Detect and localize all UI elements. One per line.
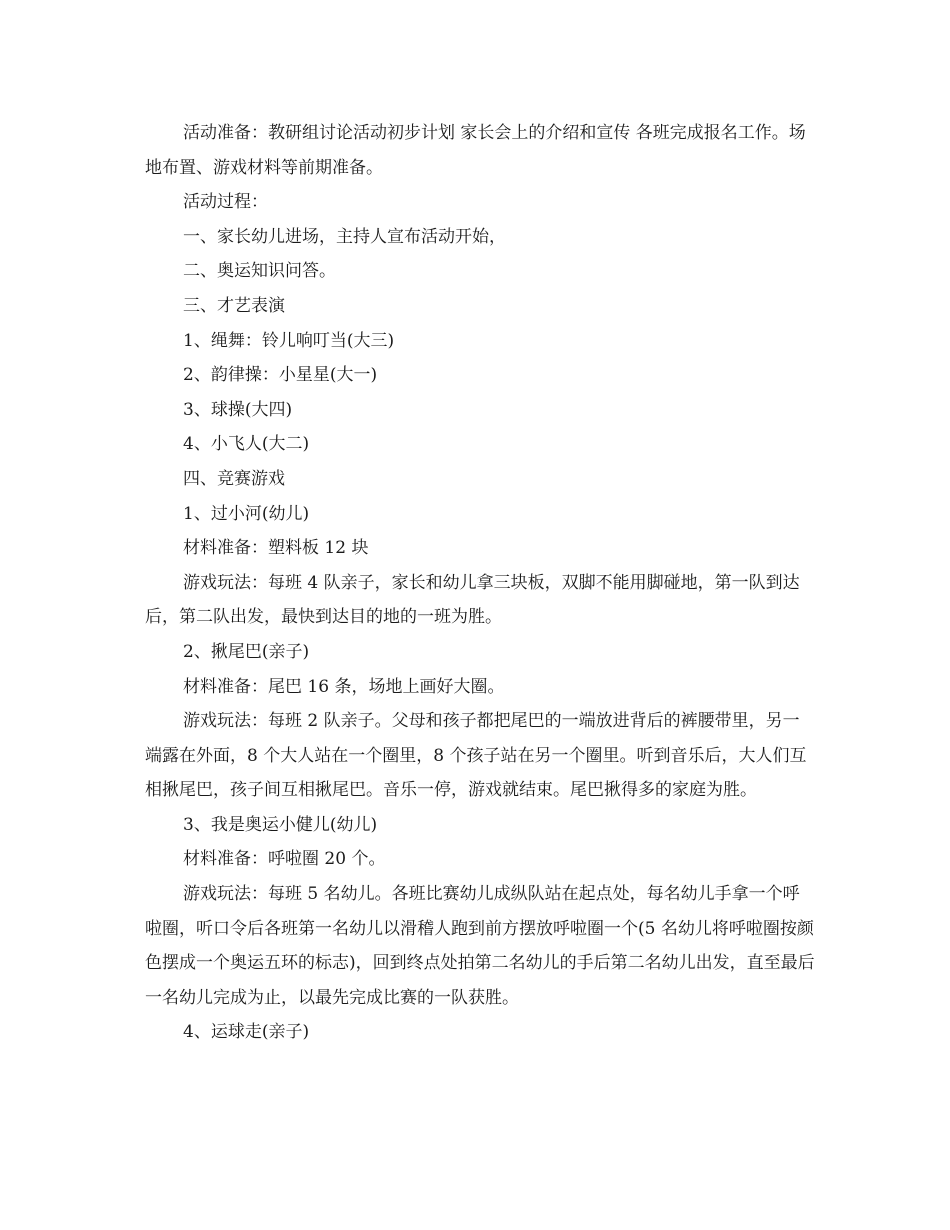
paragraph: 一、家长幼儿进场，主持人宣布活动开始， <box>183 226 506 247</box>
paragraph: 材料准备：尾巴 16 条，场地上画好大圈。 <box>183 676 505 697</box>
paragraph: 材料准备：呼啦圈 20 个。 <box>183 849 386 870</box>
paragraph: 2、揪尾巴(亲子) <box>183 641 310 662</box>
paragraph: 3、我是奥运小健儿(幼儿) <box>183 814 378 835</box>
paragraph: 游戏玩法：每班 4 队亲子，家长和幼儿拿三块板，双脚不能用脚碰地，第一队到达后，第二队出发，最快到达目的地的一班为胜。 <box>145 572 800 628</box>
document-body <box>145 116 815 1050</box>
paragraph: 四、竞赛游戏 <box>183 468 285 489</box>
paragraph: 1、过小河(幼儿) <box>183 503 310 524</box>
paragraph: 游戏玩法：每班 2 队亲子。父母和孩子都把尾巴的一端放进背后的裤腰带里，另一端露在外面，8 个大人站在一个圈里，8 个孩子站在另一个圈里。听到音乐后，大人们互相揪尾巴，孩子间互相揪尾巴。音乐一停，游戏就结束。尾巴揪得多的家庭为胜。 <box>145 711 807 801</box>
paragraph: 1、绳舞：铃儿响叮当(大三) <box>183 330 395 351</box>
paragraph: 4、小飞人(大二) <box>183 434 310 455</box>
paragraph: 游戏玩法：每班 5 名幼儿。各班比赛幼儿成纵队站在起点处，每名幼儿手拿一个呼啦圈，听口令后各班第一名幼儿以滑稽人跑到前方摆放呼啦圈一个(5 名幼儿将呼啦圈按颜色摆成一个奥运五环的标志)，回到终点处拍第二名幼儿的手后第二名幼儿出发，直至最后一名幼儿完成为止，以最先完成比赛的一队获胜。 <box>145 884 815 1008</box>
paragraph: 3、球操(大四) <box>183 399 293 420</box>
paragraph: 三、才艺表演 <box>183 295 285 316</box>
paragraph: 材料准备：塑料板 12 块 <box>183 538 369 559</box>
paragraph: 二、奥运知识问答。 <box>183 261 336 282</box>
paragraph: 活动准备：教研组讨论活动初步计划 家长会上的介绍和宣传 各班完成报名工作。场地布置、游戏材料等前期准备。 <box>145 123 806 178</box>
paragraph: 活动过程： <box>183 192 268 213</box>
paragraph: 4、运球走(亲子) <box>183 1022 310 1043</box>
paragraph: 2、韵律操：小星星(大一) <box>183 365 378 386</box>
